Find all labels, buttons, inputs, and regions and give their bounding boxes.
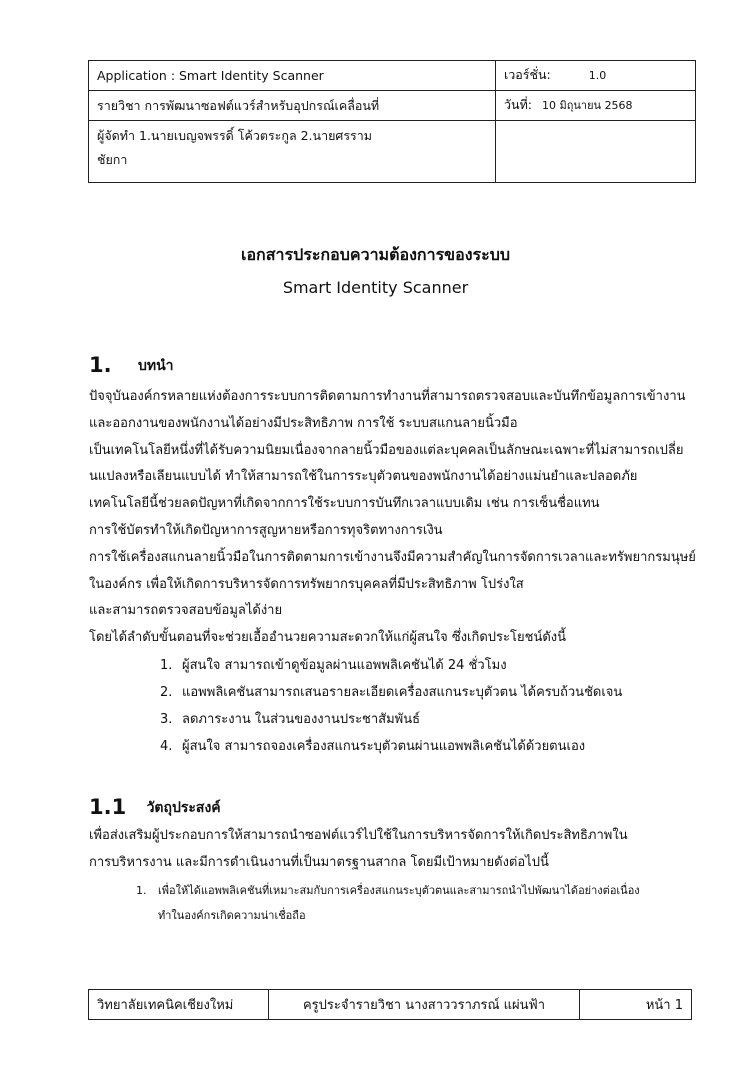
authors-line-1: ผู้จัดทำ 1.นายเบญจพรรดิ์ โค้วตระกูล 2.นายศรราม xyxy=(97,128,373,143)
list-number: 1. xyxy=(160,658,173,673)
date-value: 10 มิถุนายน 2568 xyxy=(542,99,633,112)
list-text: ผู้สนใจ สามารถจองเครื่องสแกนระบุตัวตนผ่านแอพพลิเคชันได้ด้วยตนเอง xyxy=(182,739,586,754)
list-text: ลดภาระงาน ในส่วนของงานประชาสัมพันธ์ xyxy=(182,712,421,727)
section-1-1-title: วัตถุประสงค์ xyxy=(146,800,221,816)
body-line: เพื่อส่งเสริมผู้ประกอบการให้สามารถนำซอฟต์แวร์ไปใช้ในการบริหารจัดการให้เกิดประสิทธิภาพใน xyxy=(89,828,628,843)
list-number: 1. xyxy=(136,884,147,897)
body-line: และออกงานของพนักงานได้อย่างมีประสิทธิภาพ การใช้ ระบบสแกนลายนิ้วมือ xyxy=(89,415,518,431)
section-1-title: บทนำ xyxy=(137,358,174,374)
document-title: เอกสารประกอบความต้องการของระบบ xyxy=(240,245,511,264)
course-cell xyxy=(89,91,496,121)
list-text-continued: ทำในองค์กรเกิดความน่าเชื่อถือ xyxy=(158,909,306,922)
authors-line-2: ชัยกา xyxy=(97,152,128,167)
body-line: การบริหารงาน และมีการดำเนินงานที่เป็นมาตรฐานสากล โดยมีเป้าหมายดังต่อไปนี้ xyxy=(89,854,549,870)
section-1-number: 1. xyxy=(89,353,112,377)
footer-teacher: ครูประจำรายวิชา นางสาววราภรณ์ แผ่นฟ้า xyxy=(269,990,580,1020)
section-1-body xyxy=(89,384,699,652)
body-line: เทคโนโลยีนี้ช่วยลดปัญหาที่เกิดจากการใช้ระบบการบันทึกเวลาแบบเดิม เช่น การเซ็นชื่อแทน xyxy=(89,496,600,512)
list-item xyxy=(160,706,690,733)
body-line: และสามารถตรวจสอบข้อมูลได้ง่าย xyxy=(89,603,283,619)
course-name: รายวิชา การพัฒนาซอฟต์แวร์สำหรับอุปกรณ์เคลื่อนที่ xyxy=(97,97,380,113)
date-cell xyxy=(496,91,696,121)
section-1-1-number: 1.1 xyxy=(89,795,127,819)
list-number: 4. xyxy=(160,739,173,754)
authors-cell xyxy=(89,121,496,183)
list-item xyxy=(160,652,690,679)
body-line: ในองค์กร เพื่อให้เกิดการบริหารจัดการทรัพยากรบุคคลที่มีประสิทธิภาพ โปร่งใส xyxy=(89,576,524,592)
body-line: การใช้บัตรทำให้เกิดปัญหาการสูญหายหรือการทุจริตทางการเงิน xyxy=(89,522,443,538)
benefits-list xyxy=(160,652,690,760)
footer-college: วิทยาลัยเทคนิคเชียงใหม่ xyxy=(89,990,269,1020)
version-label: เวอร์ชั่น: xyxy=(504,67,551,82)
body-line: โดยได้ลำดับขั้นตอนที่จะช่วยเอื้ออำนวยความสะดวกให้แก่ผู้สนใจ ซึ่งเกิดประโยชน์ดังนี้ xyxy=(89,630,567,646)
version-value: 1.0 xyxy=(588,69,607,82)
body-line: นแปลงหรือเลียนแบบได้ ทำให้สามารถใช้ในการระบุตัวตนของพนักงานได้อย่างแม่นยำและปลอดภัย xyxy=(89,469,638,485)
list-number: 2. xyxy=(160,685,173,700)
document-subtitle: Smart Identity Scanner xyxy=(282,278,469,297)
footer-page-number: หน้า 1 xyxy=(580,990,692,1020)
list-text: ผู้สนใจ สามารถเข้าดูข้อมูลผ่านแอพพลิเคชันได้ 24 ชั่วโมง xyxy=(182,658,507,673)
application-name: Application : Smart Identity Scanner xyxy=(97,67,324,83)
list-number: 3. xyxy=(160,712,173,727)
section-1-1-body xyxy=(89,823,699,877)
section-1-heading xyxy=(89,350,174,378)
goals-list xyxy=(136,878,696,928)
footer-table xyxy=(88,989,692,1020)
date-label: วันที่: xyxy=(504,97,533,112)
list-item xyxy=(136,878,696,928)
list-item xyxy=(160,679,690,706)
body-line: ปัจจุบันองค์กรหลายแห่งต้องการระบบการติดตามการทำงานที่สามารถตรวจสอบและบันทึกข้อมูลการเข้างาน xyxy=(89,389,686,404)
version-cell xyxy=(496,61,696,91)
empty-cell xyxy=(496,121,696,183)
list-item xyxy=(160,733,690,760)
list-text: เพื่อให้ได้แอพพลิเคชันที่เหมาะสมกับการเครื่องสแกนระบุตัวตนและสามารถนำไปพัฒนาได้อย่างต่อเนื่อง xyxy=(158,884,640,897)
header-table xyxy=(88,60,696,183)
list-text: แอพพลิเคชันสามารถเสนอรายละเอียดเครื่องสแกนระบุตัวตน ได้ครบถ้วนชัดเจน xyxy=(182,685,623,700)
body-line: การใช้เครื่องสแกนลายนิ้วมือในการติดตามการเข้างานจึงมีความสำคัญในการจัดการเวลาและทรัพยากรมนุษย์ xyxy=(89,549,696,565)
application-cell xyxy=(89,61,496,91)
section-1-1-heading xyxy=(89,792,221,820)
body-line: เป็นเทคโนโลยีหนึ่งที่ได้รับความนิยมเนื่องจากลายนิ้วมือของแต่ละบุคคลเป็นลักษณะเฉพาะที่ไม่สามารถเปลี่ย xyxy=(89,442,684,458)
